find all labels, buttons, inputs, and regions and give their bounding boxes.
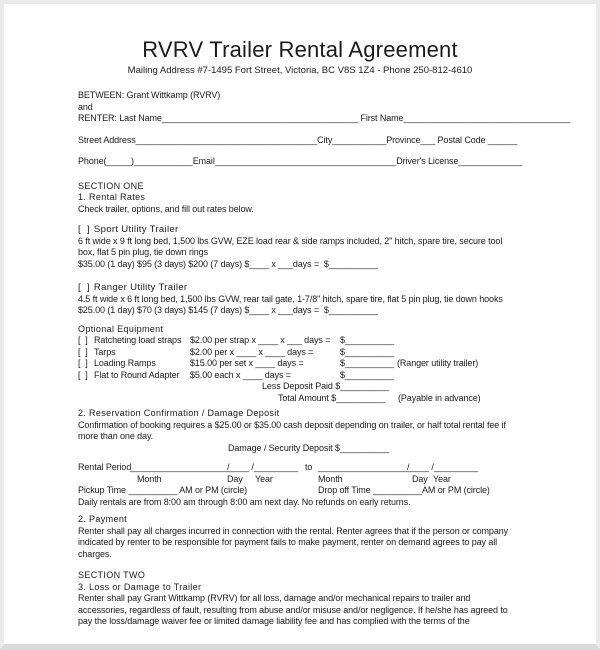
daily-rentals-note: Daily rentals are from 8:00 am through 8:00 am next day. No refunds on early returns. — [78, 496, 411, 507]
rental-period-label: Rental Period — [78, 462, 132, 472]
checkbox-loading-ramps[interactable]: [ ] — [78, 358, 88, 368]
ranger-utility-trailer-rates[interactable]: $25.00 (1 day) $70 (3 days) $145 (7 days) $____ x ___days = $__________ — [78, 305, 378, 315]
equipment-label: Loading Ramps — [94, 358, 156, 368]
rental-rates-instruction: Check trailer, options, and fill out rates below. — [78, 203, 254, 214]
equipment-rate-field[interactable]: $5.00 each x ____ days = — [190, 369, 291, 380]
contact-fields[interactable]: Phone(_____)____________Email_____________________________________Driver's License_____________ — [78, 156, 523, 166]
total-amount-field[interactable]: Total Amount $__________ — [278, 392, 386, 403]
equipment-note — [397, 335, 596, 347]
damage-deposit-line — [78, 443, 596, 455]
ranger-utility-trailer-heading — [78, 282, 596, 294]
equipment-amount-field[interactable]: $__________ — [340, 346, 394, 357]
equipment-rate-field[interactable]: $15.00 per set x ____ days = — [190, 358, 304, 368]
less-deposit-line — [78, 381, 596, 393]
checkbox-flat-to-round-adapter[interactable]: [ ] — [78, 369, 88, 380]
equipment-row-tarps — [78, 347, 596, 359]
rental-period-sublabels — [78, 474, 596, 486]
equipment-rate-field[interactable]: $2.00 per x ____ x ____ days = — [190, 346, 314, 357]
equipment-row-loading-ramps — [78, 358, 596, 370]
total-amount-line — [78, 393, 596, 405]
page-subtitle: Mailing Address #7-1495 Fort Street, Victoria, BC V8S 1Z4 - Phone 250-812-4610 — [127, 65, 473, 76]
document-body — [4, 76, 596, 628]
sport-utility-trailer-rates[interactable]: $35.00 (1 day) $95 (3 days) $200 (7 days) $____ x ___days = $__________ — [78, 258, 378, 269]
day-label: Day — [227, 473, 243, 484]
payment-heading: 2. Payment — [78, 514, 128, 524]
equipment-note: (Ranger utility trailer) — [397, 358, 479, 368]
year-label: Year — [433, 473, 451, 484]
equipment-amount-field[interactable]: $__________ — [340, 369, 394, 380]
loss-damage-body: Renter shall pay Grant Wittkamp (RVRV) for all loss, damage and/or mechanical repairs to trailer and accessories, regardless of fault, resulting from abuse and/or misuse and/or negligence. If he/she has agreed to pay the loss/damage waiver fee or limited damage liability fee and has complied with the terms of the — [78, 593, 508, 626]
sport-utility-trailer-heading — [78, 224, 596, 236]
ranger-utility-trailer-description: 4.5 ft wide x 6 ft long bed, 1,500 lbs GVW, rear tail gate, 1-7/8" hitch, spare tire, flat 5 pin plug, tie down hooks — [78, 293, 503, 304]
rental-period-month-to-field[interactable]: ___________________ — [318, 462, 412, 472]
checkbox-ranger-utility-trailer[interactable]: [ ] — [78, 282, 90, 293]
rental-period-to-label: to — [305, 462, 313, 472]
sport-utility-trailer-description: 6 ft wide x 9 ft long bed, 1,500 lbs GVW, EZE load rear & side ramps included, 2" hitch, spare tire, secure tool box, flat 5 pin plug, tie down rings — [78, 235, 503, 257]
dropoff-time-field[interactable]: Drop off Time __________AM or PM (circle) — [318, 485, 490, 495]
rental-period-line — [78, 462, 596, 474]
renter-name-fields[interactable]: RENTER: Last Name________________________________________ First Name__________________________________ — [78, 113, 571, 123]
address-fields[interactable]: Street Address_____________________________________City___________Province___ Postal Code ______ — [78, 134, 518, 145]
equipment-amount-field[interactable]: $__________ — [340, 358, 394, 368]
equipment-note — [397, 370, 596, 382]
checkbox-tarps[interactable]: [ ] — [78, 346, 88, 357]
optional-equipment-heading: Optional Equipment — [78, 323, 164, 334]
equipment-note — [397, 347, 596, 359]
rental-period-dayyear-from-field[interactable]: /____ /_________ — [227, 462, 298, 472]
month-label: Month — [137, 473, 162, 484]
equipment-rate-field[interactable]: $2.00 per strap x ____ x ___ days = — [190, 335, 331, 345]
year-label: Year — [255, 473, 273, 484]
pickup-time-field[interactable]: Pickup Time __________ AM or PM (circle) — [78, 485, 248, 495]
reservation-heading: 2. Reservation Confirmation / Damage Deposit — [78, 408, 280, 418]
section-one-heading: SECTION ONE — [78, 180, 144, 191]
pickup-dropoff-line — [78, 485, 596, 497]
loss-damage-heading: 3. Loss or Damage to Trailer — [78, 581, 202, 592]
equipment-label: Ratcheting load straps — [94, 335, 182, 345]
rental-period-dayyear-to-field[interactable]: /____ /_________ — [407, 462, 478, 472]
month-label: Month — [318, 473, 343, 484]
damage-deposit-field[interactable]: Damage / Security Deposit $__________ — [228, 442, 389, 453]
and-line: and — [78, 101, 93, 112]
equipment-amount-field[interactable]: $__________ — [340, 335, 394, 345]
rental-period-month-from-field[interactable]: _____________________ — [130, 462, 234, 472]
total-amount-note: (Payable in advance) — [398, 392, 481, 403]
page-title: RVRV Trailer Rental Agreement — [142, 37, 458, 62]
equipment-row-flat-to-round-adapter — [78, 370, 596, 382]
checkbox-sport-utility-trailer[interactable]: [ ] — [78, 224, 90, 235]
sport-utility-trailer-label: Sport Utility Trailer — [93, 224, 179, 235]
equipment-row-ratcheting-load-straps — [78, 335, 596, 347]
section-two-heading: SECTION TWO — [78, 570, 146, 580]
payment-body: Renter shall pay all charges incurred in connection with the rental. Renter agrees that if the person or company indicated by renter to be responsible for payment fails to make payment, renter on demand agrees to pay all charges. — [78, 525, 509, 559]
between-line: BETWEEN: Grant Wittkamp (RVRV) — [78, 90, 221, 100]
rental-rates-heading: 1. Rental Rates — [78, 192, 146, 202]
equipment-label: Flat to Round Adapter — [94, 369, 180, 380]
document-header — [4, 4, 596, 76]
checkbox-ratcheting-load-straps[interactable]: [ ] — [78, 335, 88, 345]
reservation-body: Confirmation of booking requires a $25.00 or $35.00 cash deposit depending on trailer, or half total rental fee if more than one day. — [78, 419, 506, 441]
less-deposit-field[interactable]: Less Deposit Paid $__________ — [262, 381, 390, 391]
day-label: Day — [412, 473, 428, 484]
ranger-utility-trailer-label: Ranger Utility Trailer — [93, 282, 188, 293]
equipment-label: Tarps — [94, 346, 116, 357]
